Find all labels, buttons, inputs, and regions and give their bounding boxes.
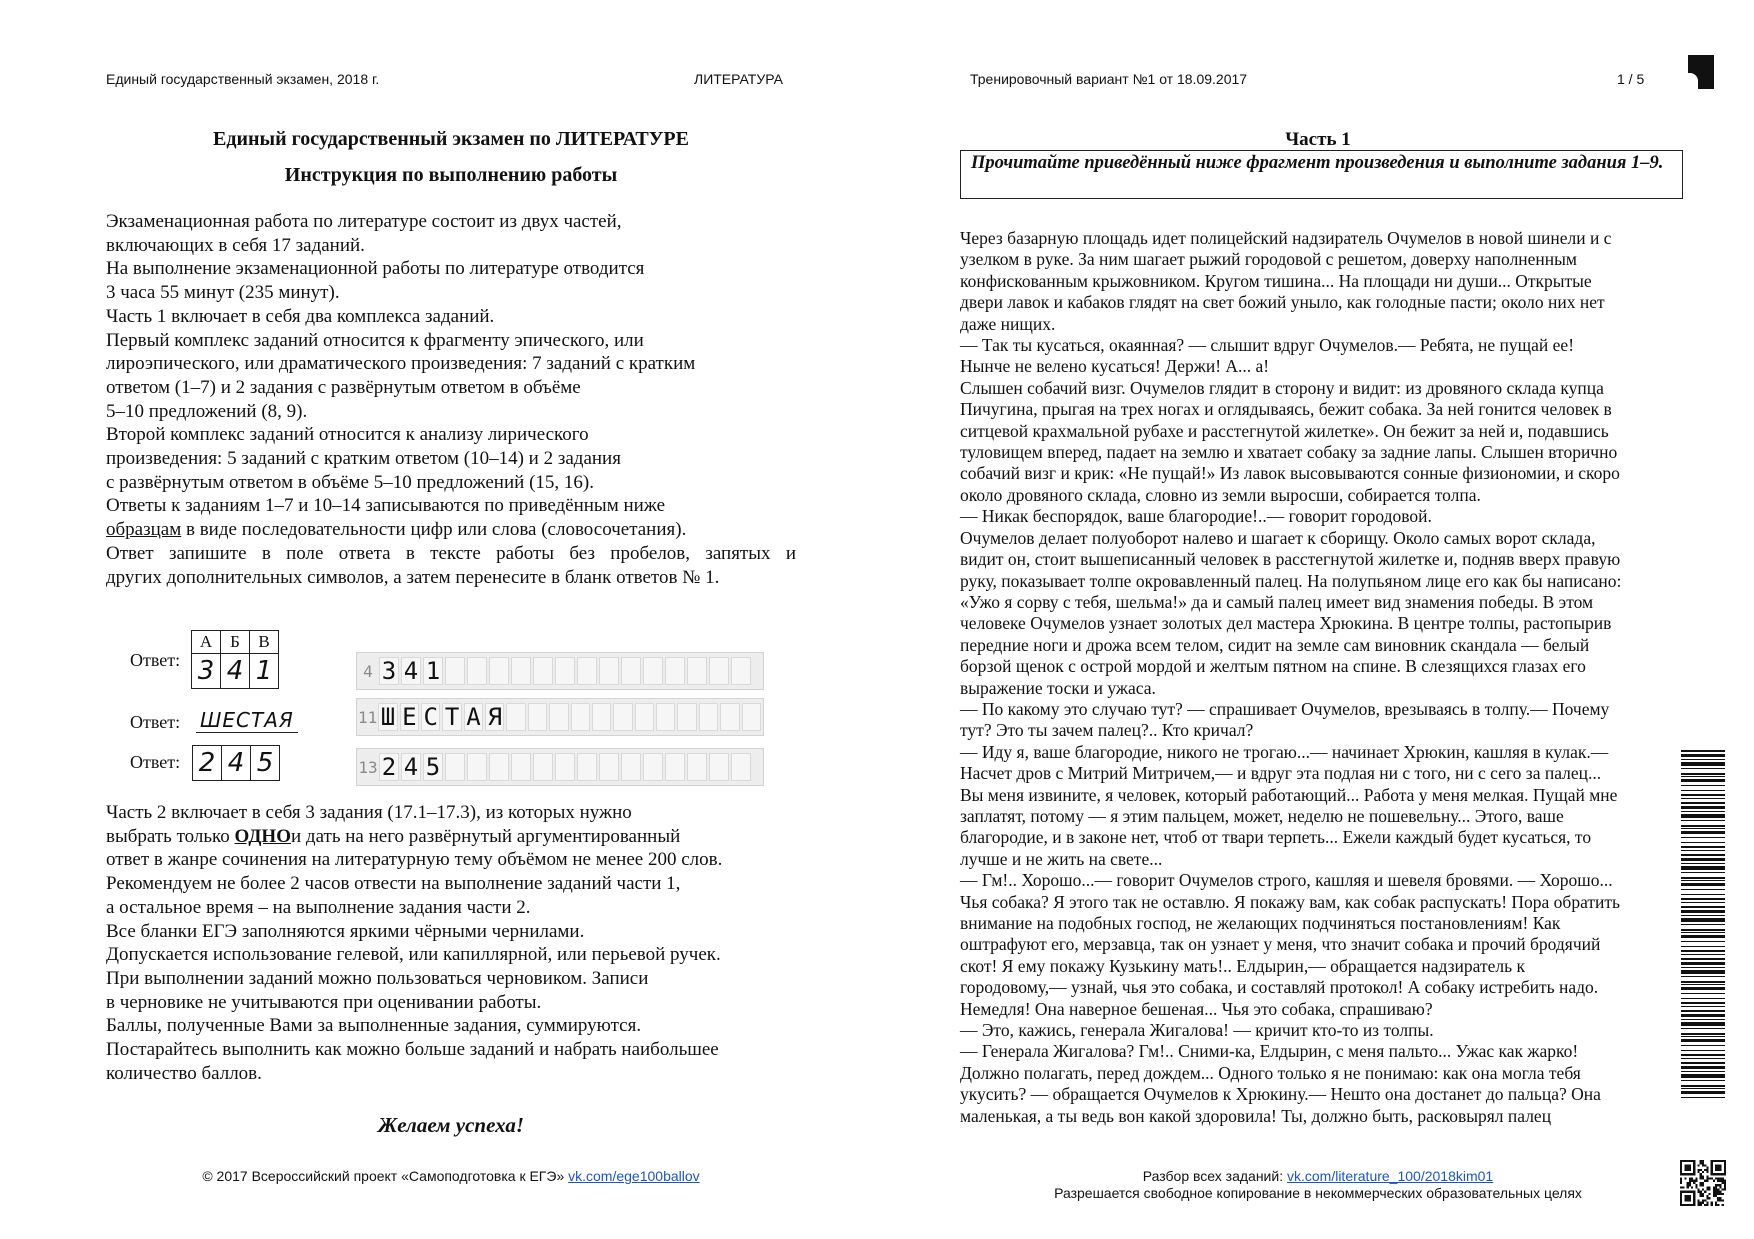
field-cell: 3 [379,657,399,685]
story-line: видит он, стоит вышеписанный человек в расстегнутой жилетке и, подняв вверх правую [960,549,1621,570]
story-line: укусить? — обращается Очумелов к Хрюкину.— Нешто она достанет до пальца? Она [960,1084,1601,1105]
part2-line-choose: выбрать только ОДНОи дать на него развёрнутый аргументированный [106,825,681,847]
intro-line: других дополнительных символов, а затем перенесите в бланк ответов № 1. [106,566,720,588]
part-title: Часть 1 [1285,129,1351,150]
story-line: конфискованным крыжовником. Кругом тишина... На площади ни души... Открытые [960,270,1592,291]
story-line: благородие, и в законе нет, чтоб от твари терпеть... Ежели каждый будет кусаться, то [960,827,1592,848]
part2-line: Все бланки ЕГЭ заполняются яркими чёрными чернилами. [106,920,585,942]
good-luck-message: Желаем успеха! [377,1113,525,1137]
header-exam: Единый государственный экзамен, 2018 г. [106,71,380,87]
part2-line: Рекомендуем не более 2 часов отвести на выполнение заданий части 1, [106,873,681,895]
qr-code-icon [1680,1160,1726,1206]
story-line: собачий визг и крик: «Не пущай!» Из лавок высовываются сонные физиономии, и скоро [960,463,1620,484]
story-line: узелком в руке. За ним шагает рыжий городовой с решетом, доверху наполненным [960,249,1577,270]
corner-marker-icon [1688,55,1714,89]
answer-field-example-3 [356,748,764,786]
samples-rest: в виде последовательности цифр или слова (словосочетания). [181,519,687,541]
story-line: около дровяного склада, словно из земли выросши, собирается толпа. [960,484,1481,505]
story-line: оштрафуют его, мерзавца, так он узнает у меня, что значит собака и прочий бродячий [960,934,1601,955]
intro-line: Часть 1 включает в себя два комплекса заданий. [106,305,495,327]
field-cell: Т [442,703,461,731]
part2-line: количество баллов. [106,1062,262,1084]
field-cell: 4 [401,753,421,781]
intro-line: 5–10 предложений (8, 9). [106,400,308,422]
instruction-heading: Инструкция по выполнению работы [284,164,618,186]
story-line: Насчет дров с Митрий Митричем,— и вдруг эта подлая ни с того, ни с сего за палец... [960,763,1602,784]
story-line: внимание на подобных господ, не желающих подчиняться постановлениям! Как [960,913,1561,933]
story-line: маленькая, а ты ведь вон какой здоровила! Ты, должно быть, расковырял палец [960,1105,1552,1126]
story-line: скот! Я ему покажу Кузькину мать!.. Елдырин,— обращается надзиратель к [960,955,1525,976]
story-line: — Это, кажись, генерала Жигалова! — кричит кто-то из толпы. [960,1020,1434,1041]
story-line: Немедля! Она наверное бешеная... Чья это собака, спрашиваю? [960,998,1433,1019]
field-number: 11 [357,707,378,727]
field-cell: 4 [401,657,421,685]
grid-header: А [192,631,221,654]
part2-line: Баллы, полученные Вами за выполненные задания, суммируются. [106,1015,642,1037]
document-title: Единый государственный экзамен по ЛИТЕРАТУРЕ [213,128,689,150]
part2-line: Допускается использование гелевой, или капиллярной, или перьевой ручек. [106,944,721,966]
grid-value: 1 [250,654,279,689]
intro-line: Первый комплекс заданий относится к фрагменту эпического, или [106,329,644,351]
story-line: туловищем вперед, падает на землю и хватает собаку за задние лапы. Слышен вторично [960,442,1618,463]
field-cell: Я [485,703,504,731]
field-cell: 1 [423,657,443,685]
story-line: борзой щенок с острой мордой и желтым пятном на спине. В слезящихся глазах его [960,656,1586,677]
story-line: Должно полагать, перед дождем... Одного только я не понимаю: как она могла тебя [960,1062,1581,1083]
answer-grid-example [191,630,279,689]
grid-header: В [250,631,279,654]
story-line: — Генерала Жигалова? Гм!.. Сними-ка, Елдырин, с меня пальто... Ужас как жарко! [960,1041,1579,1062]
answer-label: Ответ: [130,712,181,732]
story-line: — Никак беспорядок, ваше благородие!..— говорит городовой. [960,506,1432,527]
story-line: — По какому это случаю тут? — спрашивает Очумелов, врезываясь в толпу.— Почему [960,698,1610,719]
field-cell: С [421,703,440,731]
intro-line: На выполнение экзаменационной работы по литературе отводится [106,258,645,280]
instructions-intro [106,210,796,589]
grid-value: 5 [251,746,280,781]
story-line: руку, показывает толпе окровавленный палец. На полупьяном лице его как бы написано: [960,570,1622,591]
samples-word: образцам [106,519,182,541]
header-page-number: 1 / 5 [1617,71,1645,87]
story-line: Вы меня извините, я человек, который работающий... Работа у меня мелкая. Пущай мне [960,784,1618,805]
grid-value: 3 [192,654,221,689]
story-line: Через базарную площадь идет полицейский надзиратель Очумелов в новой шинели и с [960,228,1612,248]
field-number: 4 [363,661,373,681]
grid-value: 2 [193,746,222,781]
header-variant: Тренировочный вариант №1 от 18.09.2017 [970,71,1248,87]
story-line: — Так ты кусаться, окаянная? — слышит вдруг Очумелов.— Ребята, не пущай ее! [960,335,1575,356]
grid-header: Б [221,631,250,654]
story-line: двери лавок и кабаков глядят на свет божий уныло, как голодные пасти; около них нет [960,292,1605,313]
story-line: заплатят, потому — я этим пальцем, может, неделю не пошевельну... Этого, ваше [960,805,1564,826]
barcode-icon [1681,750,1725,1102]
intro-line: Ответы к заданиям 1–7 и 10–14 записываются по приведённым ниже [106,495,666,517]
field-cell: 5 [423,753,443,781]
story-line: Нынче не велено кусаться! Держи! А... а! [960,356,1270,377]
story-line: выражение тоски и ужаса. [960,677,1156,698]
instructions-part2 [106,801,796,1085]
intro-line: лироэпического, или драматического произведения: 7 заданий с кратким [106,353,696,375]
story-line: городовому,— узнай, чья это собака, и составляй протокол! А собаку истребить надо. [960,977,1599,998]
part2-line: а остальное время – на выполнение задания части 2. [106,896,531,918]
answer-grid-digits [192,745,280,781]
footer-analysis: Разбор всех заданий: vk.com/literature_100/2018kim01 [1142,1168,1494,1184]
footer-copyright: © 2017 Всероссийский проект «Самоподготовка к ЕГЭ» vk.com/ege100ballov [202,1168,700,1184]
part2-line: ответ в жанре сочинения на литературную тему объёмом не менее 200 слов. [106,849,723,871]
story-line: Слышен собачий визг. Очумелов глядит в сторону и видит: из дровяного склада купца [960,377,1604,398]
field-cell: А [464,703,483,731]
field-cell: 2 [379,753,399,781]
field-cell: Е [400,703,419,731]
footer-link-ege100ballov[interactable]: vk.com/ege100ballov [568,1168,700,1184]
intro-line: Ответ запишите в поле ответа в тексте работы без пробелов, запятых и [106,542,796,564]
story-line: Чья собака? Я этого так не оставлю. Я покажу вам, как собак распускать! Пора обратить [960,891,1621,912]
intro-line: с развёрнутым ответом в объёме 5–10 предложений (15, 16). [106,471,594,493]
part2-line: в черновике не учитываются при оценивании работы. [106,991,542,1013]
intro-line: 3 часа 55 минут (235 минут). [106,282,340,304]
story-line: ситцевой крахмальной рубахе и расстегнутой жилетке». Он бежит за ней и, подавшись [960,420,1609,441]
part2-line: При выполнении заданий можно пользоваться черновиком. Записи [106,967,649,989]
story-line: даже нищих. [960,313,1056,334]
story-line: Очумелов делает полуоборот налево и шагает к сборищу. Около самых ворот склада, [960,527,1596,548]
header-subject: ЛИТЕРАТУРА [694,71,783,87]
answer-label: Ответ: [130,752,181,772]
story-line: Пичугина, прыгая на трех ногах и оглядываясь, бежит собака. За ней гонится человек в [960,399,1612,420]
answer-field-example-1 [356,652,764,690]
grid-value: 4 [221,654,250,689]
story-excerpt [960,228,1667,1127]
story-line: тут? Это ты зачем палец?.. Кто кричал? [960,720,1254,741]
intro-line-samples [106,518,796,542]
answer-field-example-2 [356,698,764,736]
part2-line: Постарайтесь выполнить как можно больше заданий и набрать наибольшее [106,1039,719,1061]
answer-label: Ответ: [130,650,181,670]
intro-line: ответом (1–7) и 2 задания с развёрнутым ответом в объёме [106,376,581,398]
footer-link-literature100[interactable]: vk.com/literature_100/2018kim01 [1286,1168,1494,1184]
footer-copy-permission: Разрешается свободное копирование в некоммерческих образовательных целях [1054,1185,1582,1201]
story-line: — Иду я, ваше благородие, никого не трогаю...— начинает Хрюкин, кашляя в кулак.— [960,741,1609,762]
grid-value: 4 [222,746,251,781]
field-cell: Ш [378,703,397,731]
story-line: человеке Очумелов узнает золотых дел мастера Хрюкина. В центре толпы, растопырив [960,613,1612,634]
story-line: передние ноги и дрожа всем телом, сидит на земле сам виновник скандала — белый [960,634,1590,655]
story-line: лучше и не жить на свете... [960,848,1163,869]
intro-line: включающих в себя 17 заданий. [106,234,365,256]
handwritten-word-answer: ШЕСТАЯ [196,708,298,733]
intro-line: Экзаменационная работа по литературе состоит из двух частей, [106,211,622,232]
field-number: 13 [358,757,378,777]
part2-line: Часть 2 включает в себя 3 задания (17.1–17.3), из которых нужно [106,802,632,823]
task-instruction-box: Прочитайте приведённый ниже фрагмент произведения и выполните задания 1–9. [960,150,1683,199]
intro-line: произведения: 5 заданий с кратким ответом (10–14) и 2 задания [106,448,621,470]
story-line: «Ужо я сорву с тебя, шельма!» да и самый палец имеет вид знамения победы. В этом [960,591,1594,612]
intro-line: Второй комплекс заданий относится к анализу лирического [106,424,589,446]
emphasis-one: ОДНО [234,825,291,847]
story-line: — Гм!.. Хорошо...— говорит Очумелов строго, кашляя и шевеля бровями. — Хорошо... [960,870,1613,891]
